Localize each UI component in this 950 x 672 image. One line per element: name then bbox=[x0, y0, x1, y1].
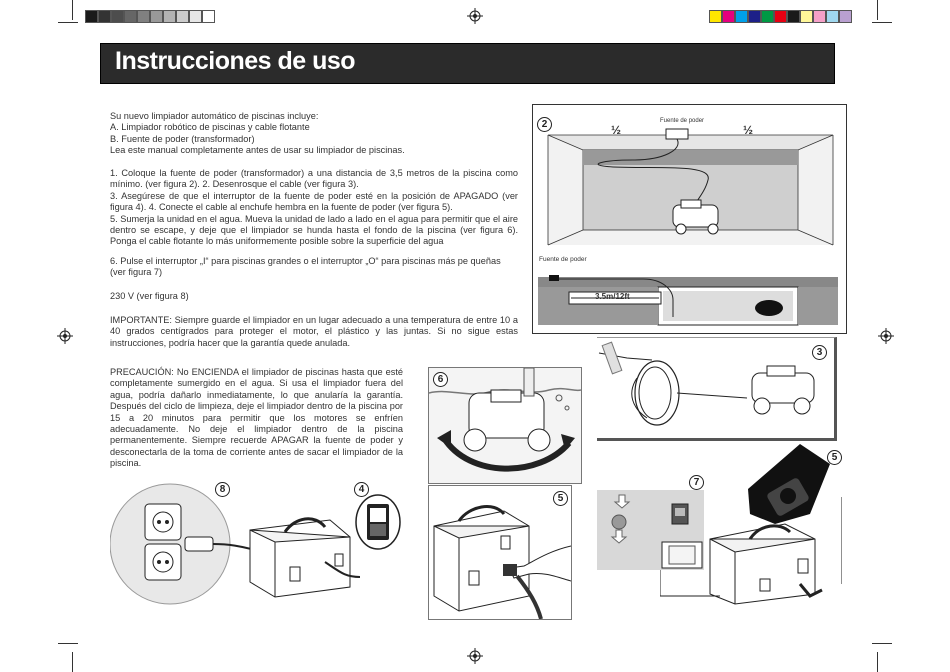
figure-number-badge: 2 bbox=[537, 117, 552, 132]
figure-number-badge: 8 bbox=[215, 482, 230, 497]
title-bar bbox=[100, 43, 835, 84]
voltage-note: 230 V (ver figura 8) bbox=[110, 291, 189, 301]
gray-swatch bbox=[137, 10, 150, 23]
color-swatch bbox=[722, 10, 735, 23]
color-swatch bbox=[761, 10, 774, 23]
fig2-power-label-top: Fuente de poder bbox=[660, 118, 705, 124]
gray-swatch bbox=[111, 10, 124, 23]
color-swatch bbox=[813, 10, 826, 23]
registration-target-right bbox=[878, 328, 894, 344]
step-5: 5. Sumerja la unidad en el agua. Mueva la unidad de lado a lado en el agua para permitir que el aire dentro se escape, y deje que el limpiador se hunda hasta el fondo de la piscina (ver figura 6). Ponga el cable flotante lo más uniformemente posible sobre la superficie del agua bbox=[110, 213, 518, 247]
step-3-4: 3. Asegúrese de que el interruptor de la fuente de poder esté en la posición de APAGADO (ver figura 4). 4. Conecte el cable al enchufe hembra en la fuente de poder (ver figura 5). bbox=[110, 190, 518, 213]
gray-swatch bbox=[163, 10, 176, 23]
caution-block bbox=[110, 367, 403, 470]
color-swatch bbox=[839, 10, 852, 23]
intro-line: Su nuevo limpiador automático de piscinas incluye: bbox=[110, 111, 319, 121]
gray-swatch bbox=[176, 10, 189, 23]
color-swatch bbox=[748, 10, 761, 23]
figure-number-badge: 5 bbox=[827, 450, 842, 465]
registration-target-top bbox=[467, 8, 483, 24]
step-1-2: 1. Coloque la fuente de poder (transformador) a una distancia de 3,5 metros de la piscina como mínimo. (ver figura 2). 2. Desenrosque el cable (ver figura 3). bbox=[110, 168, 518, 190]
gray-swatch bbox=[189, 10, 202, 23]
steps-block bbox=[110, 168, 518, 248]
figure-6-illustration bbox=[429, 368, 581, 483]
important-note: IMPORTANTE: Siempre guarde el limpiador en un lugar adecuado a una temperatura de entre 10 a 40 grados centígrados para proteger el motor, el plástico y las juntas. Si no sigue estas instrucciones, podría hacer que la garantía quede anulada. bbox=[110, 315, 518, 348]
gray-calibration-bar bbox=[85, 10, 215, 23]
figure-number-badge: 4 bbox=[354, 482, 369, 497]
color-swatch bbox=[787, 10, 800, 23]
figure-6 bbox=[428, 367, 582, 484]
caution-note: PRECAUCIÓN: No ENCIENDA el limpiador de piscinas hasta que esté completamente sumergido en el agua. Si usa el limpiador fuera del agua, podría dañarlo inmediatamente, lo que anularía la garantía. Después del ciclo de limpieza, deje el limpiador dentro de la piscina por 15 a 20 minutos para permitir que los motores se enfríen adecuadamente. No deje el limpiador dentro de la piscina permanentemente. Siempre recuerde APAGAR la fuente de poder y desconectarla de la toma de corriente antes de sacar el limpiador de la piscina. bbox=[110, 367, 403, 469]
gray-swatch bbox=[124, 10, 137, 23]
figure-8 bbox=[110, 482, 375, 606]
color-calibration-bar bbox=[709, 10, 852, 23]
page-title: Instrucciones de uso bbox=[115, 47, 356, 75]
figure-number-badge: 3 bbox=[812, 345, 827, 360]
color-swatch bbox=[826, 10, 839, 23]
color-swatch bbox=[709, 10, 722, 23]
color-swatch bbox=[774, 10, 787, 23]
registration-target-bottom bbox=[467, 648, 483, 664]
figure-5-left-illustration bbox=[429, 486, 571, 619]
intro-line: B. Fuente de poder (transformador) bbox=[110, 133, 255, 144]
step-6: 6. Pulse el interruptor „I“ para piscinas grandes o el interruptor „O“ para piscinas más pe queñas (ver figura 7) bbox=[110, 256, 501, 278]
figure-5-left bbox=[428, 485, 572, 620]
figure-5-right-illustration bbox=[660, 444, 842, 624]
fig2-distance-label: 3.5m/12ft bbox=[595, 292, 630, 301]
color-swatch bbox=[735, 10, 748, 23]
figure-number-badge: 6 bbox=[433, 372, 448, 387]
figure-number-badge: 7 bbox=[689, 475, 704, 490]
intro-line: A. Limpiador robótico de piscinas y cable flotante bbox=[110, 122, 310, 133]
important-block bbox=[110, 315, 518, 349]
figure-2 bbox=[532, 104, 847, 334]
figure-3 bbox=[597, 337, 837, 441]
gray-swatch bbox=[85, 10, 98, 23]
fig2-half-left: ½ bbox=[611, 123, 622, 137]
intro-block bbox=[110, 111, 520, 157]
fig2-power-label-side: Fuente de poder bbox=[539, 256, 587, 263]
gray-swatch bbox=[98, 10, 111, 23]
figure-3-illustration bbox=[597, 338, 834, 438]
figure-8-illustration bbox=[110, 482, 375, 606]
gray-swatch bbox=[202, 10, 215, 23]
figure-4 bbox=[354, 482, 399, 550]
fig2-half-right: ½ bbox=[743, 123, 754, 137]
step-6-block bbox=[110, 256, 510, 279]
gray-swatch bbox=[150, 10, 163, 23]
figure-5-right bbox=[660, 444, 842, 624]
voltage-block bbox=[110, 291, 410, 302]
registration-target-left bbox=[57, 328, 73, 344]
figure-number-badge: 5 bbox=[553, 491, 568, 506]
color-swatch bbox=[800, 10, 813, 23]
intro-line: Lea este manual completamente antes de usar su limpiador de piscinas. bbox=[110, 145, 405, 156]
figure-2-illustration bbox=[533, 105, 846, 333]
